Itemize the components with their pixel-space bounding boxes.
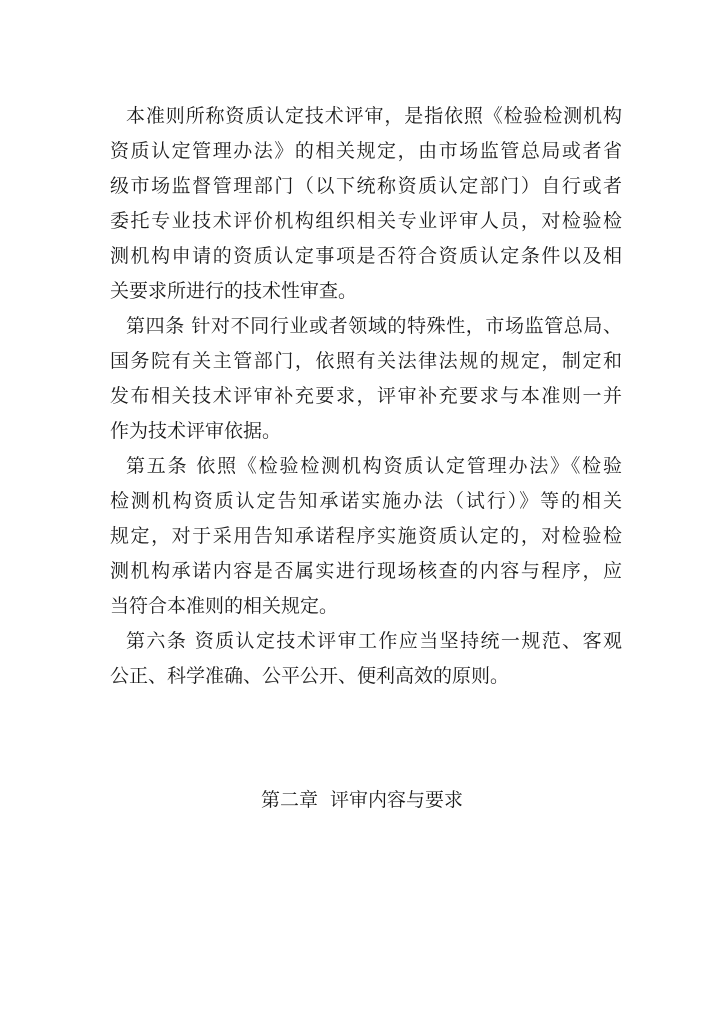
text-line: 本准则所称资质认定技术评审，是指依照《检验检测机构 — [126, 105, 622, 127]
text-line: 测机构申请的资质认定事项是否符合资质认定条件以及相 — [110, 245, 622, 267]
text-line: 委托专业技术评价机构组织相关专业评审人员，对检验检 — [110, 210, 622, 232]
text-line: 作为技术评审依据。 — [110, 420, 282, 442]
paragraph-definition — [110, 99, 622, 309]
text-line: 关要求所进行的技术性审查。 — [110, 280, 358, 302]
text-line: 测机构承诺内容是否属实进行现场核查的内容与程序，应 — [110, 560, 622, 582]
text-line: 第四条 针对不同行业或者领域的特殊性，市场监管总局、 — [126, 315, 622, 337]
text-line: 检测机构资质认定告知承诺实施办法（试行）》等的相关 — [110, 490, 622, 512]
text-line: 规定，对于采用告知承诺程序实施资质认定的，对检验检 — [110, 525, 622, 547]
text-line: 资质认定管理办法》的相关规定，由市场监管总局或者省 — [110, 140, 622, 162]
text-line: 当符合本准则的相关规定。 — [110, 595, 339, 617]
paragraph-article-5 — [110, 449, 622, 624]
chapter-heading: 第二章 评审内容与要求 — [260, 789, 464, 811]
paragraph-article-4 — [110, 309, 622, 449]
text-line: 第六条 资质认定技术评审工作应当坚持统一规范、客观 — [126, 630, 622, 652]
text-line: 第五条 依照《检验检测机构资质认定管理办法》《检验 — [126, 455, 622, 477]
body-text — [110, 99, 622, 694]
text-line: 公正、科学准确、公平公开、便利高效的原则。 — [110, 665, 510, 687]
text-line: 发布相关技术评审补充要求，评审补充要求与本准则一并 — [110, 385, 622, 407]
text-line: 国务院有关主管部门，依照有关法律法规的规定，制定和 — [110, 350, 622, 372]
paragraph-article-6 — [110, 624, 622, 694]
text-line: 级市场监督管理部门（以下统称资质认定部门）自行或者 — [110, 175, 622, 197]
